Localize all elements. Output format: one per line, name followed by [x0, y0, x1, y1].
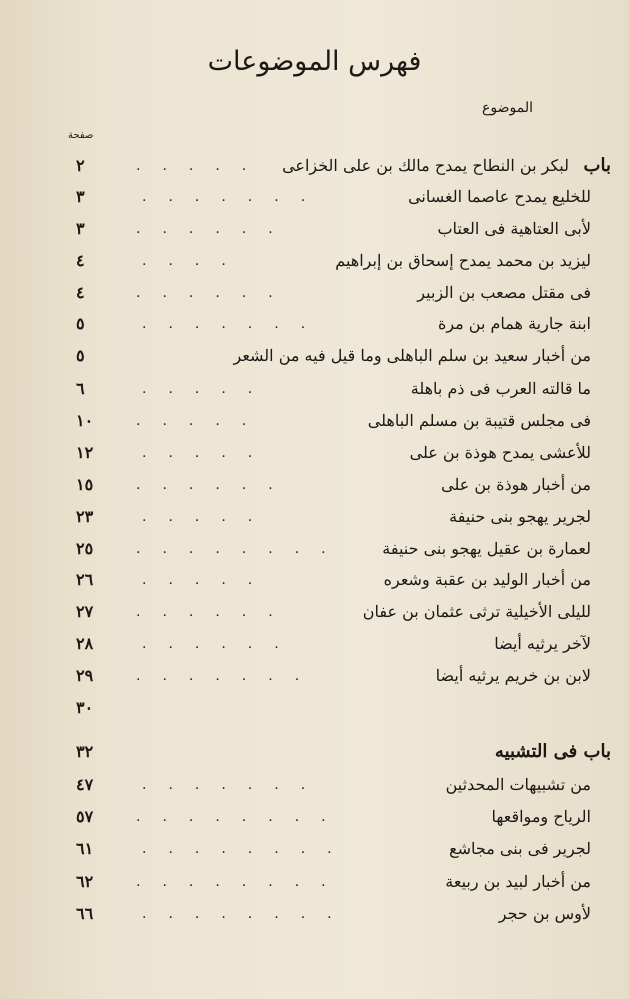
page-number: ٢٣ [76, 507, 94, 526]
leader-dots: ........ [142, 906, 354, 922]
page-number: ١٠ [76, 411, 94, 430]
entry-title: لجرير يهجو بنى حنيفة [449, 507, 591, 526]
leader-dots: ........ [136, 541, 348, 557]
leader-dots: ....... [136, 668, 322, 684]
page-number: ٥ [76, 346, 85, 365]
index-row [76, 440, 611, 470]
entry-title: لعمارة بن عقيل يهجو بنى حنيفة [382, 539, 591, 558]
leader-dots: ..... [142, 572, 275, 588]
entry-title: للخليع يمدح عاصما الغسانى [408, 187, 591, 206]
entry-title: فى مجلس قتيبة بن مسلم الباهلى [367, 411, 591, 430]
page-number: ٤٧ [76, 775, 94, 794]
leader-dots: ...... [136, 477, 295, 493]
section-heading: باب [583, 155, 611, 176]
page-number: ٦ [76, 379, 85, 398]
leader-dots: ........ [136, 874, 348, 890]
index-row [76, 663, 611, 693]
page-number: ٥ [76, 314, 85, 333]
page-number: ٢٥ [76, 539, 94, 558]
entry-title: من أخبار سعيد بن سلم الباهلى وما قيل فيه من الشعر [233, 346, 591, 365]
page-number: ٢٨ [76, 634, 94, 653]
index-row [76, 153, 611, 183]
entry-title: الرياح ومواقعها [491, 807, 591, 826]
leader-dots: ...... [136, 221, 295, 237]
page-number: ٢٦ [76, 570, 94, 589]
index-row [76, 567, 611, 597]
leader-dots: ...... [136, 285, 295, 301]
index-row [76, 631, 611, 661]
page-column-header: صفحة [68, 130, 94, 141]
entry-title: لأبى العتاهية فى العتاب [437, 219, 591, 238]
index-row [76, 739, 611, 769]
page-number: ٦٦ [76, 904, 94, 923]
index-row [76, 216, 611, 246]
index-row [76, 836, 611, 866]
entry-title: ما قالته العرب فى ذم باهلة [410, 379, 591, 398]
page-number: ٣ [76, 219, 85, 238]
entry-title: للأعشى يمدح هوذة بن على [409, 443, 591, 462]
leader-dots: ........ [136, 809, 348, 825]
entry-title: من أخبار الوليد بن عقبة وشعره [383, 570, 591, 589]
page-number: ٦٢ [76, 872, 94, 891]
index-list [76, 139, 611, 939]
index-row [76, 343, 611, 373]
index-row [76, 772, 611, 802]
entry-title: من أخبار لبيد بن ربيعة [445, 872, 591, 891]
entry-title: لابن بن خريم يرثيه أيضا [435, 666, 591, 685]
leader-dots: ....... [142, 777, 328, 793]
index-row [76, 248, 611, 278]
leader-dots: ...... [136, 604, 295, 620]
leader-dots: ..... [136, 158, 269, 174]
entry-title: لآخر يرثيه أيضا [494, 634, 591, 653]
page-number: ١٥ [76, 475, 94, 494]
entry-title: لجرير فى بنى مجاشع [449, 839, 591, 858]
entry-title: من تشبيهات المحدثين [445, 775, 591, 794]
index-row [76, 280, 611, 310]
page-title: فهرس الموضوعات [207, 46, 422, 77]
page-number: ٦١ [76, 839, 94, 858]
entry-title: لليلى الأخيلية ترثى عثمان بن عفان [362, 602, 591, 621]
leader-dots: ..... [136, 413, 269, 429]
index-row [76, 804, 611, 834]
leader-dots: ..... [142, 445, 275, 461]
leader-dots: ..... [142, 381, 275, 397]
leader-dots: ...... [142, 636, 301, 652]
entry-title: لأوس بن حجر [498, 904, 591, 923]
index-row [76, 472, 611, 502]
page-number: ٢٧ [76, 602, 94, 621]
index-row [76, 536, 611, 566]
entry-title: فى مقتل مصعب بن الزبير [417, 283, 591, 302]
leader-dots: ....... [142, 189, 328, 205]
entry-title: من أخبار هوذة بن على [441, 475, 591, 494]
index-row [76, 869, 611, 899]
index-row [76, 504, 611, 534]
page-number: ١٢ [76, 443, 94, 462]
subject-column-header: الموضوع [482, 100, 533, 116]
entry-title: ليزيد بن محمد يمدح إسحاق بن إبراهيم [335, 251, 591, 270]
section-heading: باب فى التشبيه [494, 741, 611, 762]
index-row [76, 408, 611, 438]
leader-dots: ....... [142, 316, 328, 332]
page-number: ٤ [76, 251, 85, 270]
leader-dots: ........ [142, 841, 354, 857]
index-row [76, 901, 611, 931]
entry-title: لبكر بن النطاح يمدح مالك بن على الخزاعى [282, 156, 569, 175]
page-number: ٣ [76, 187, 85, 206]
page-number: ٢ [76, 156, 85, 175]
page-number: ٤ [76, 283, 85, 302]
index-row [76, 376, 611, 406]
page-number: ٥٧ [76, 807, 94, 826]
page-number: ٣٢ [76, 742, 94, 761]
index-row [76, 311, 611, 341]
page-number: ٣٠ [76, 698, 94, 717]
index-row [76, 695, 611, 725]
page-number: ٢٩ [76, 666, 94, 685]
leader-dots: ..... [142, 509, 275, 525]
leader-dots: .... [142, 253, 248, 269]
entry-title: ابنة جارية همام بن مرة [437, 314, 591, 333]
index-row [76, 184, 611, 214]
index-row [76, 599, 611, 629]
